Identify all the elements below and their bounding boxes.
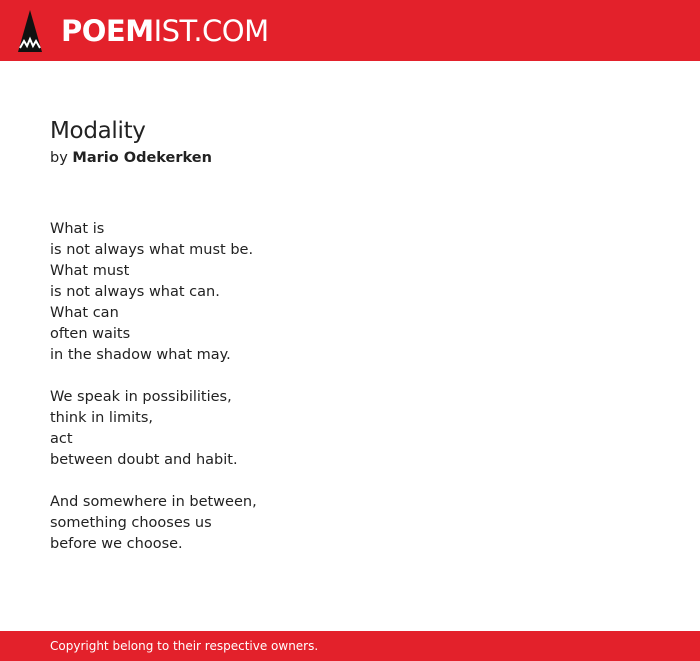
poem-stanza	[50, 219, 650, 366]
poem-line: often waits	[50, 326, 131, 342]
poem-stanza	[50, 492, 650, 555]
logo-text-bold: POEM	[61, 14, 154, 48]
poem-line: something chooses us	[50, 515, 212, 531]
poem-byline	[50, 147, 650, 169]
poem-line: act	[50, 431, 73, 447]
poem-stanza	[50, 387, 650, 471]
site-logo-link[interactable]	[18, 10, 269, 52]
poem-line: is not always what can.	[50, 284, 220, 300]
site-footer	[0, 631, 700, 661]
poem-line: think in limits,	[50, 410, 153, 426]
logo-text-light: IST.COM	[153, 14, 269, 48]
poem-author: Mario Odekerken	[72, 150, 212, 166]
poem-line: We speak in possibilities,	[50, 389, 232, 405]
site-logo-text	[61, 10, 269, 52]
poem-line: And somewhere in between,	[50, 494, 257, 510]
copyright-notice: Copyright belong to their respective owners.	[50, 639, 319, 653]
poem-line: What is	[50, 221, 105, 237]
poem-line: What must	[50, 263, 130, 279]
poem-line: What can	[50, 305, 119, 321]
poem-body	[50, 219, 650, 555]
poem-line: between doubt and habit.	[50, 452, 238, 468]
poem-content	[50, 116, 650, 555]
poem-line: before we choose.	[50, 536, 183, 552]
poem-line: in the shadow what may.	[50, 347, 231, 363]
poem-line: is not always what must be.	[50, 242, 254, 258]
pencil-icon	[18, 10, 42, 52]
byline-prefix: by	[50, 150, 68, 166]
site-header	[0, 0, 700, 61]
poem-title: Modality	[50, 118, 146, 144]
